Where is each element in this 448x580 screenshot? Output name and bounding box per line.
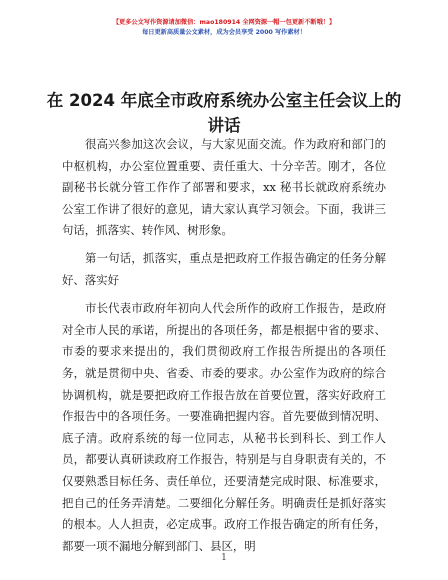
promo-banner-line-2: 每日更新高质量公文素材，成为会员享受 2000 写作素材！ <box>142 29 306 36</box>
paragraph-section-heading: 第一句话，抓落实，重点是把政府工作报告确定的任务分解好、落实好 <box>62 251 386 288</box>
paragraph-opening: 很高兴参加这次会议，与大家见面交流。作为政府和部门的中枢机构，办公室位置重要、责任重大、十分辛苦。刚才，各位副秘书长就分管工作作了部署和要求，xx 秘书长就政府系统办公室工作讲了很好的意见，请大家认真学习领会。下面，我讲三句话，抓落实、转作风、树形象。 <box>62 137 386 238</box>
promo-banner-line-1: 【更多公文写作资源请加微信：mao180914 全网资源一帽一包更新不断哦！】 <box>112 19 336 26</box>
promo-banner <box>0 18 448 38</box>
document-title: 在 2024 年底全市政府系统办公室主任会议上的讲话 <box>46 91 402 135</box>
paragraph-main: 市长代表市政府年初向人代会所作的政府工作报告，是政府对全市人民的承诺，所提出的各项任务，都是根据中省的要求、市委的要求来提出的，我们贯彻政府工作报告所提出的各项任务，就是贯彻中央、省委、市委的要求。办公室作为政府的综合协调机构，就是要把政府工作报告放在首要位置，落实好政府工作报告中的各项任务。一要准确把握内容。首先要做到情况明、底子清。政府系统的每一位同志，从秘书长到科长、到工作人员，都要认真研读政府工作报告，特别是与自身职责有关的，不仅要熟悉目标任务、责任单位，还要清楚完成时限、标准要求，把自己的任务弄清楚。二要细化分解任务。明确责任是抓好落实的根本。人人担责，必定成事。政府工作报告确定的所有任务，都要一项不漏地分解到部门、县区，明 <box>62 301 386 553</box>
page-number: 1 <box>221 553 227 563</box>
document-body <box>62 134 386 564</box>
